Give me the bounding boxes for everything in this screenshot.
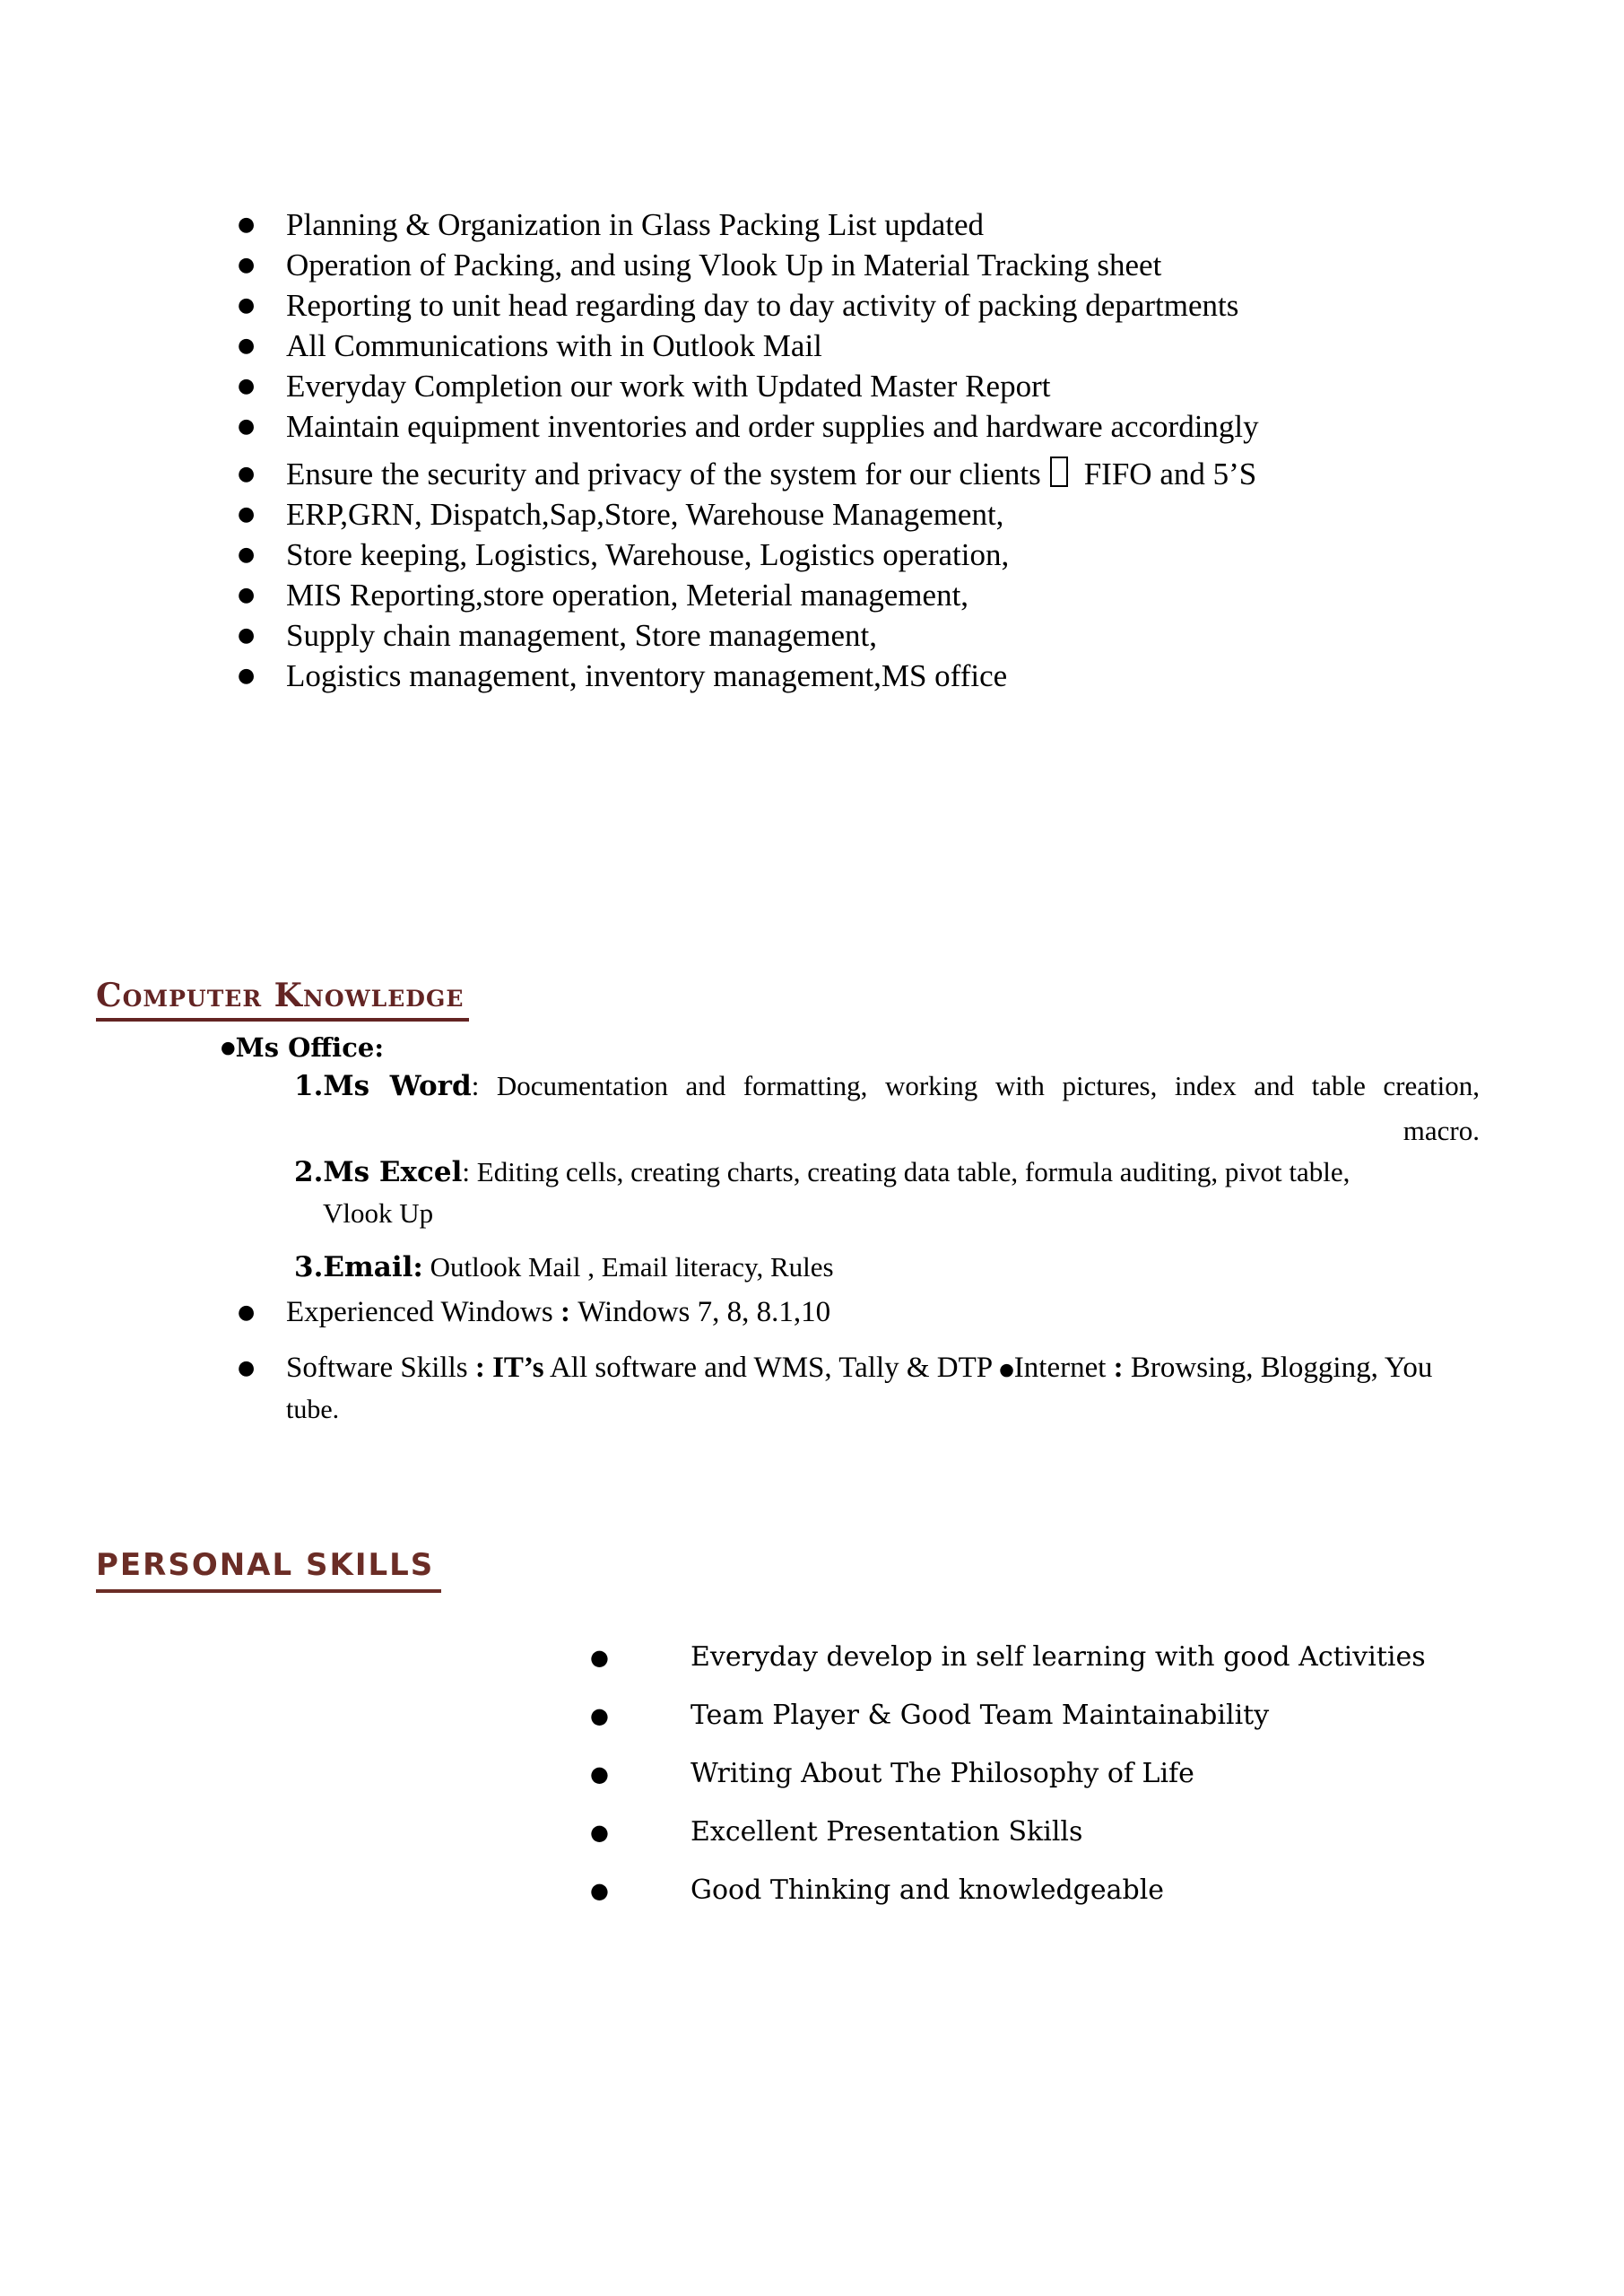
list-item-text: Supply chain management, Store management, [286, 618, 877, 653]
ensure-text-pre: Ensure the security and privacy of the system for our clients [286, 457, 1041, 491]
list-item-text: Operation of Packing, and using Vlook Up in Material Tracking sheet [286, 248, 1162, 283]
list-item [238, 285, 1259, 326]
software-pre: Software Skills [286, 1352, 475, 1384]
ms-word-line2: macro. [1403, 1115, 1480, 1146]
list-item [238, 366, 1259, 406]
bullet-icon: ● [238, 624, 256, 647]
software-colon2: : [1106, 1352, 1131, 1384]
list-item [238, 535, 1256, 575]
software-it-bold: IT’s [492, 1352, 544, 1384]
list-item-text: Logistics management, inventory management,MS office [286, 658, 1008, 693]
bullet-icon: ● [590, 1878, 609, 1903]
bullet-icon: ● [238, 544, 256, 566]
windows-post: Windows 7, 8, 8.1,10 [578, 1296, 831, 1328]
list-item-text: ERP,GRN, Dispatch,Sap,Store, Warehouse Management, [286, 497, 1004, 532]
list-item-text: Team Player & Good Team Maintainability [690, 1700, 1270, 1731]
ensure-text-post: FIFO and 5’S [1083, 457, 1257, 491]
list-item-text: All Communications with in Outlook Mail [286, 328, 822, 363]
bullet-icon: ● [238, 665, 256, 687]
email-item [294, 1245, 834, 1290]
ms-excel-sep: : [462, 1156, 477, 1187]
computer-knowledge-heading: Computer Knowledge [96, 978, 469, 1022]
ms-office-colon: : [374, 1032, 385, 1063]
bullet-icon: ● [238, 335, 256, 357]
list-item [238, 615, 1256, 656]
list-item-text: Reporting to unit head regarding day to day activity of packing departments [286, 288, 1239, 323]
ms-office-label: Ms Office [235, 1032, 375, 1063]
list-item-text: Store keeping, Logistics, Warehouse, Logistics operation, [286, 537, 1010, 572]
ms-word-line1 [294, 1064, 1480, 1109]
list-item-text: Everyday Completion our work with Updated Master Report [286, 369, 1051, 404]
ms-word-sep: : [471, 1070, 497, 1101]
software-line2: tube. [286, 1395, 340, 1424]
ms-excel-item [294, 1152, 1350, 1234]
list-item-text: Planning & Organization in Glass Packing List updated [286, 207, 984, 242]
software-line1 [286, 1348, 1432, 1390]
list-item [238, 245, 1259, 285]
email-text: Outlook Mail , Email literacy, Rules [422, 1251, 834, 1283]
list-item-text: Maintain equipment inventories and order supplies and hardware accordingly [286, 409, 1259, 444]
list-item-text: Everyday develop in self learning with good Activities [690, 1641, 1426, 1673]
list-item [238, 656, 1256, 696]
windows-item [238, 1292, 830, 1333]
bullet-icon: ● [590, 1645, 609, 1670]
windows-colon: : [560, 1296, 578, 1328]
bullet-icon: ● [590, 1703, 609, 1728]
ms-word-item [294, 1064, 1480, 1153]
bullet-icon: ● [590, 1820, 609, 1845]
software-colon: : [474, 1352, 493, 1384]
bullet-icon: ● [238, 1357, 256, 1379]
missing-glyph-box-icon [1050, 457, 1068, 487]
bullet-icon: ● [238, 503, 256, 526]
bullet-icon: ● [238, 415, 256, 438]
list-item [590, 1870, 1426, 1911]
list-item [590, 1695, 1426, 1736]
list-item-text: Good Thinking and knowledgeable [690, 1874, 1165, 1906]
list-item [590, 1637, 1426, 1678]
list-item [238, 406, 1259, 447]
bullet-icon: ● [238, 254, 256, 276]
bullet-icon: ● [238, 294, 256, 317]
bullet-icon: ● [590, 1761, 609, 1787]
list-item [590, 1753, 1426, 1795]
personal-skills-list [590, 1637, 1426, 1928]
ms-word-text: Documentation and formatting, working with pictures, index and table creation, [496, 1070, 1480, 1101]
list-item-text: Writing About The Philosophy of Life [690, 1758, 1194, 1789]
bullet-icon: ● [238, 375, 256, 397]
bullet-icon: ● [221, 1038, 236, 1057]
software-post: Browsing, Blogging, You [1130, 1352, 1433, 1384]
email-label: 3.Email: [294, 1251, 423, 1283]
software-text [286, 1348, 1432, 1430]
bullet-icon: ● [238, 463, 256, 485]
list-item [238, 204, 1259, 245]
list-item [238, 494, 1256, 535]
list-item [238, 454, 1256, 494]
list-item-text: Excellent Presentation Skills [690, 1816, 1083, 1848]
list-item [238, 575, 1256, 615]
software-mid: All software and WMS, Tally & DTP [543, 1352, 1000, 1384]
ms-excel-label: 2.Ms Excel [294, 1156, 463, 1188]
bullet-icon: ● [238, 584, 256, 606]
personal-skills-heading: PERSONAL SKILLS [96, 1547, 441, 1593]
software-skills-item [238, 1348, 1432, 1430]
list-item-text: MIS Reporting,store operation, Meterial management, [286, 578, 969, 613]
windows-pre: Experienced Windows [286, 1296, 560, 1328]
ms-excel-line1 [294, 1152, 1350, 1193]
list-item-text [286, 454, 1256, 494]
ms-excel-text: Editing cells, creating charts, creating data table, formula auditing, pivot table, [476, 1156, 1350, 1187]
ms-office-subheading [221, 1031, 384, 1065]
ms-word-label: 1.Ms Word [294, 1070, 472, 1102]
duties-list-secondary [238, 454, 1256, 696]
software-internet: Internet [1013, 1352, 1107, 1384]
bullet-icon: ● [999, 1360, 1014, 1379]
bullet-icon: ● [238, 1301, 256, 1324]
list-item [590, 1812, 1426, 1853]
ms-excel-line2: Vlook Up [323, 1197, 434, 1229]
duties-list-primary [238, 204, 1259, 447]
list-item [238, 326, 1259, 366]
windows-text [286, 1292, 830, 1333]
bullet-icon: ● [238, 213, 256, 236]
